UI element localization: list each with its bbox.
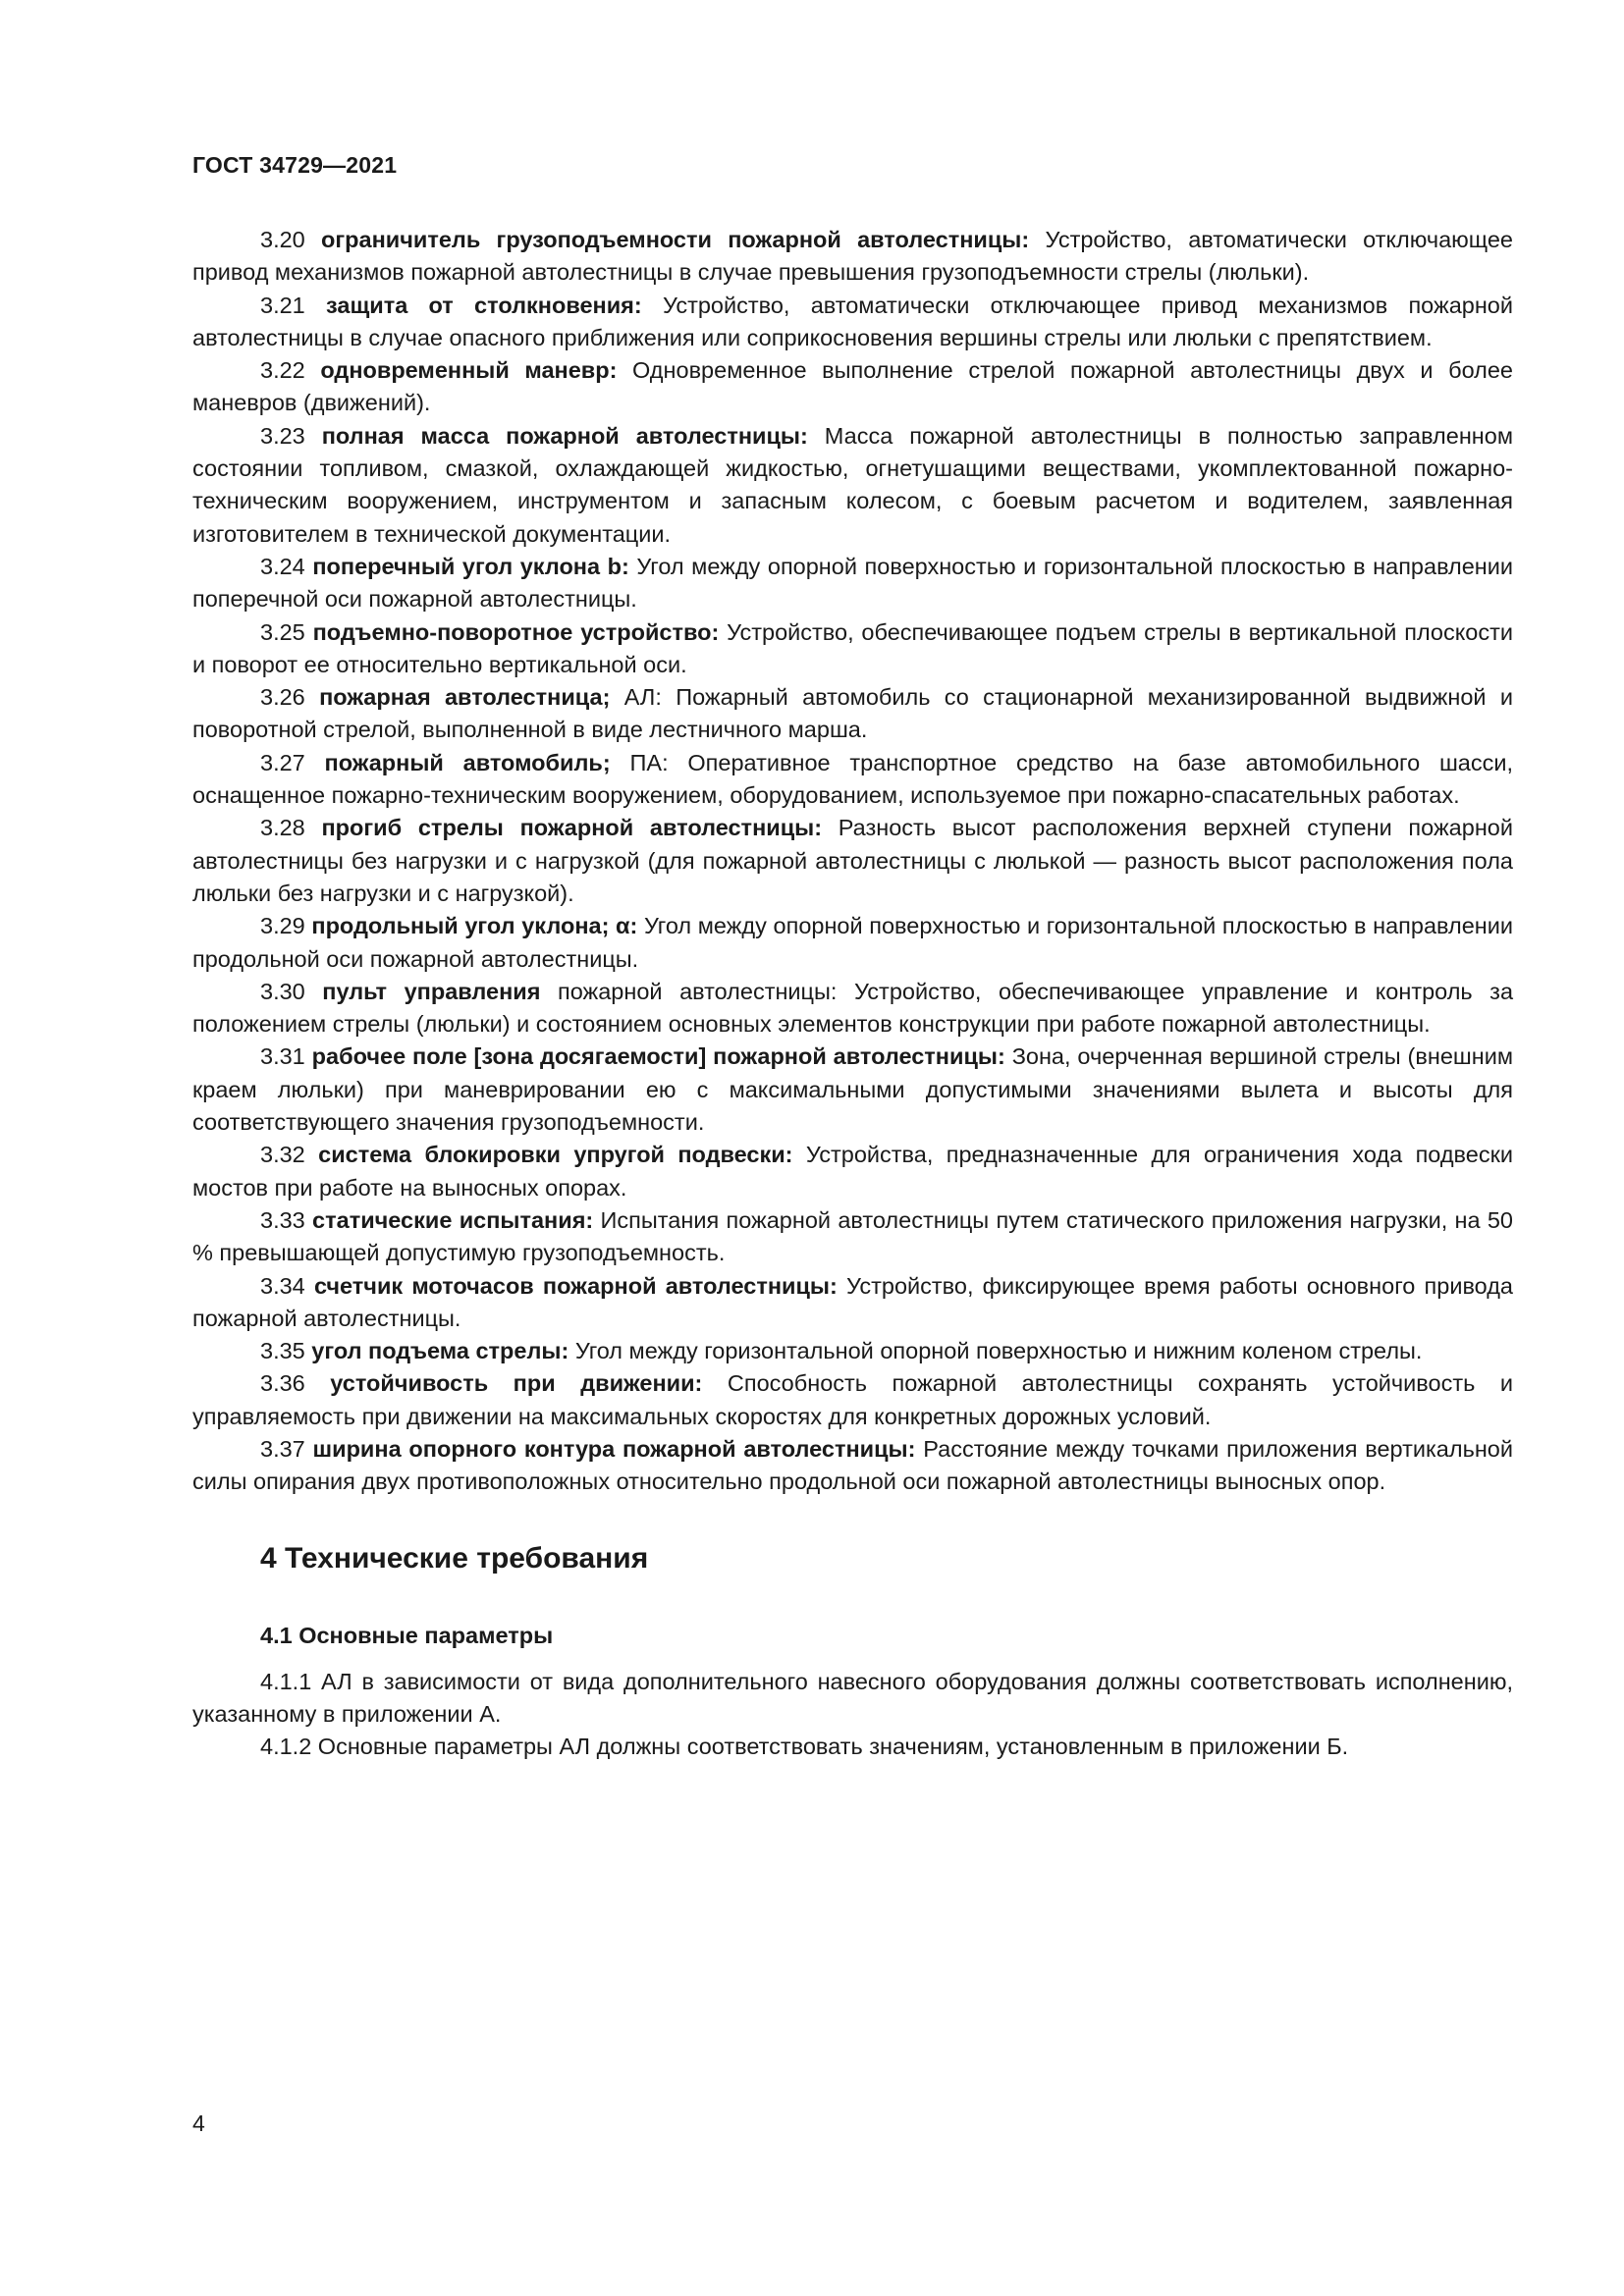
- term-entry: [192, 1270, 1513, 1336]
- term-number: 3.29: [260, 913, 305, 939]
- term-definition: Устройства, предназначенные для ограничения хода подвески мостов при работе на выносных опорах.: [192, 1142, 1514, 1201]
- term-name: полная масса пожарной автолестницы:: [321, 422, 808, 449]
- term-entry: [192, 910, 1513, 976]
- term-number: 3.28: [260, 815, 305, 841]
- term-entry: [192, 1041, 1513, 1139]
- terms-list: [192, 224, 1513, 1499]
- term-name: одновременный маневр:: [320, 357, 618, 384]
- page-number: 4: [192, 2110, 205, 2136]
- term-number: 3.31: [260, 1043, 305, 1070]
- term-entry: [192, 551, 1513, 616]
- term-entry: [192, 224, 1513, 290]
- term-name: статические испытания:: [312, 1206, 594, 1233]
- term-name: счетчик моточасов пожарной автолестницы:: [313, 1272, 838, 1299]
- term-entry: [192, 1433, 1513, 1499]
- term-definition: Способность пожарной автолестницы сохранять устойчивость и управляемость при движении на максимальных скоростях для конкретных дорожных условий.: [192, 1370, 1513, 1429]
- term-name: прогиб стрелы пожарной автолестницы:: [321, 815, 823, 841]
- term-number: 3.33: [260, 1206, 305, 1233]
- term-number: 3.34: [260, 1272, 305, 1299]
- document-body: [192, 224, 1513, 1763]
- term-definition: Одновременное выполнение стрелой пожарной автолестницы двух и более маневров (движений).: [192, 357, 1513, 416]
- term-definition: Устройство, автоматически отключающее привод механизмов пожарной автолестницы в случае превышения грузоподъемности стрелы (люльки).: [192, 227, 1513, 286]
- term-name: система блокировки упругой подвески:: [318, 1142, 793, 1168]
- term-definition: Расстояние между точками приложения вертикальной силы опирания двух противоположных относительно продольной оси пожарной автолестницы выносных опор.: [192, 1435, 1513, 1495]
- term-name: подъемно-поворотное устройство:: [312, 618, 720, 645]
- term-definition: Зона, очерченная вершиной стрелы (внешним краем люльки) при маневрировании ею с максимальными допустимыми значениями вылета и высоты для соответствующего значения грузоподъемности.: [192, 1043, 1514, 1136]
- term-entry: [192, 976, 1513, 1041]
- term-entry: [192, 290, 1513, 355]
- term-definition: Масса пожарной автолестницы в полностью заправленном состоянии топливом, смазкой, охлаждающей жидкостью, огнетушащими веществами, укомплектованной пожарно-техническим вооружением, инструментом и запасным колесом, с боевым расчетом и водителем, заявленная изготовителем в технической документации.: [192, 422, 1513, 547]
- term-abbreviation: АЛ:: [623, 684, 662, 711]
- term-definition: Испытания пожарной автолестницы путем статического приложения нагрузки, на 50 % превышающей допустимую грузоподъемность.: [192, 1206, 1514, 1266]
- term-definition: Угол между опорной поверхностью и горизонтальной плоскостью в направлении поперечной оси пожарной автолестницы.: [192, 553, 1514, 613]
- term-number: 3.35: [260, 1338, 305, 1364]
- term-entry: [192, 354, 1513, 420]
- term-number: 3.20: [260, 227, 305, 252]
- subsection-title: 4.1 Основные параметры: [260, 1622, 554, 1648]
- term-entry: [192, 747, 1513, 813]
- term-abbreviation: ПА:: [629, 749, 669, 775]
- term-name: ограничитель грузоподъемности пожарной автолестницы:: [321, 227, 1030, 252]
- term-number: 3.24: [260, 553, 305, 579]
- term-name: рабочее поле [зона досягаемости] пожарной автолестницы:: [311, 1043, 1005, 1070]
- term-number: 3.32: [260, 1142, 305, 1168]
- term-definition: пожарной автолестницы: Устройство, обеспечивающее управление и контроль за положением стрелы (люльки) и состоянием основных элементов конструкции при работе пожарной автолестницы.: [192, 978, 1514, 1038]
- term-name: поперечный угол уклона b:: [312, 553, 629, 579]
- term-entry: [192, 1367, 1513, 1433]
- term-number: 3.23: [260, 422, 305, 449]
- term-definition: Оперативное транспортное средство на базе автомобильного шасси, оснащенное пожарно-техническим вооружением, оборудованием, используемое при пожарно-спасательных работах.: [192, 749, 1514, 809]
- term-name: защита от столкновения:: [326, 292, 642, 318]
- term-name: угол подъема стрелы:: [311, 1338, 569, 1364]
- term-entry: [192, 1204, 1513, 1270]
- term-definition: Разность высот расположения верхней ступени пожарной автолестницы без нагрузки и с нагрузкой (для пожарной автолестницы с люлькой — разность высот расположения пола люльки без нагрузки и с нагрузкой).: [192, 815, 1513, 906]
- term-number: 3.26: [260, 684, 305, 711]
- term-name: продольный угол уклона; α:: [311, 913, 638, 939]
- term-number: 3.27: [260, 749, 305, 775]
- term-number: 3.22: [260, 357, 305, 384]
- term-definition: Устройство, автоматически отключающее привод механизмов пожарной автолестницы в случае опасного приближения или соприкосновения вершины стрелы или люльки с препятствием.: [192, 292, 1514, 350]
- term-definition: Пожарный автомобиль со стационарной механизированной выдвижной и поворотной стрелой, выполненной в виде лестничного марша.: [192, 684, 1513, 743]
- term-entry: [192, 420, 1513, 551]
- document-header: ГОСТ 34729—2021: [192, 152, 398, 178]
- term-entry: [192, 616, 1513, 682]
- term-name: пожарная автолестница;: [319, 684, 611, 711]
- term-number: 3.30: [260, 978, 305, 1004]
- section-title: 4 Технические требования: [260, 1541, 649, 1575]
- term-name: ширина опорного контура пожарной автолестницы:: [312, 1435, 916, 1462]
- term-number: 3.21: [260, 292, 305, 318]
- term-entry: [192, 681, 1513, 747]
- term-name: пожарный автомобиль;: [324, 749, 611, 775]
- term-name: устойчивость при движении:: [330, 1370, 703, 1397]
- term-entry: [192, 812, 1513, 910]
- paragraph-4-1-1: 4.1.1 АЛ в зависимости от вида дополнительного навесного оборудования должны соответствовать исполнению, указанному в приложении А.: [192, 1668, 1513, 1727]
- term-number: 3.36: [260, 1370, 305, 1397]
- paragraph-4-1-2: 4.1.2 Основные параметры АЛ должны соответствовать значениям, установленным в приложении Б.: [260, 1734, 1349, 1760]
- term-definition: Угол между горизонтальной опорной поверхностью и нижним коленом стрелы.: [574, 1338, 1423, 1364]
- term-number: 3.25: [260, 618, 305, 645]
- term-definition: Устройство, обеспечивающее подъем стрелы в вертикальной плоскости и поворот ее относительно вертикальной оси.: [192, 618, 1514, 677]
- term-definition: Устройство, фиксирующее время работы основного привода пожарной автолестницы.: [192, 1272, 1514, 1331]
- term-entry: [192, 1139, 1513, 1204]
- term-name: пульт управления: [322, 978, 541, 1004]
- term-entry: [192, 1335, 1513, 1367]
- term-number: 3.37: [260, 1435, 305, 1462]
- term-definition: Угол между опорной поверхностью и горизонтальной плоскостью в направлении продольной оси пожарной автолестницы.: [192, 913, 1514, 972]
